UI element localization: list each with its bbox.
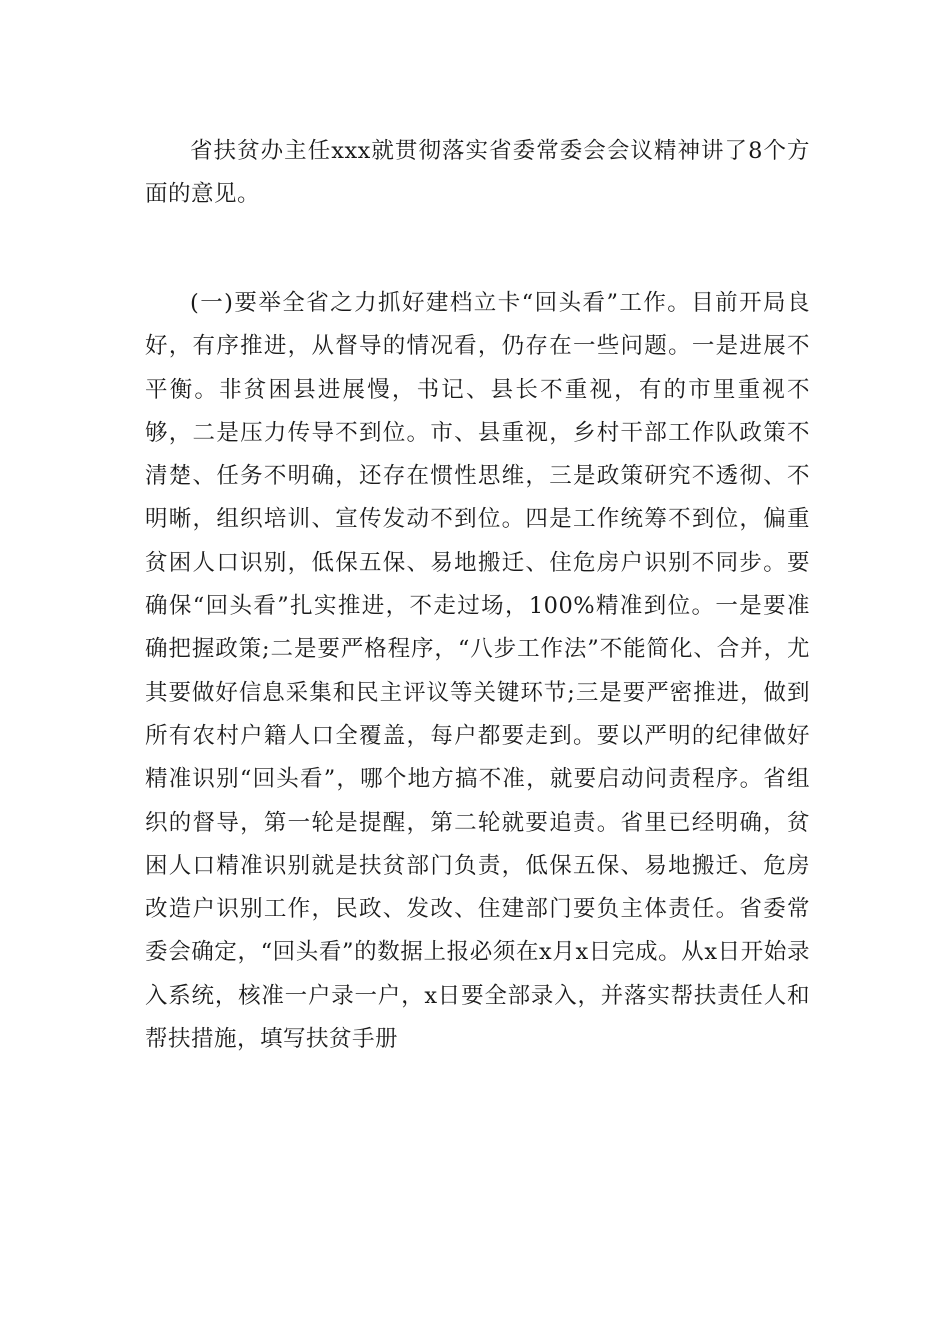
section-one-paragraph: (一)要举全省之力抓好建档立卡“回头看”工作。目前开局良好，有序推进，从督导的情况看，仍存在一些问题。一是进展不平衡。非贫困县进展慢，书记、县长不重视，有的市里重视不够，二是压力传导不到位。市、县重视，乡村干部工作队政策不清楚、任务不明确，还存在惯性思维，三是政策研究不透彻、不明晰，组织培训、宣传发动不到位。四是工作统筹不到位，偏重贫困人口识别，低保五保、易地搬迁、住危房户识别不同步。要确保“回头看”扎实推进，不走过场，100%精准到位。一是要准确把握政策;二是要严格程序，“八步工作法”不能简化、合并，尤其要做好信息采集和民主评议等关键环节;三是要严密推进，做到所有农村户籍人口全覆盖，每户都要走到。要以严明的纪律做好精准识别“回头看”，哪个地方搞不准，就要启动问责程序。省组织的督导，第一轮是提醒，第二轮就要追责。省里已经明确，贫困人口精准识别就是扶贫部门负责，低保五保、易地搬迁、危房改造户识别工作，民政、发改、住建部门要负主体责任。省委常委会确定，“回头看”的数据上报必须在x月x日完成。从x日开始录入系统，核准一户录一户，x日要全部录入，并落实帮扶责任人和帮扶措施，填写扶贫手册 <box>145 290 810 1053</box>
intro-paragraph: 省扶贫办主任xxx就贯彻落实省委常委会会议精神讲了8个方面的意见。 <box>145 138 810 208</box>
